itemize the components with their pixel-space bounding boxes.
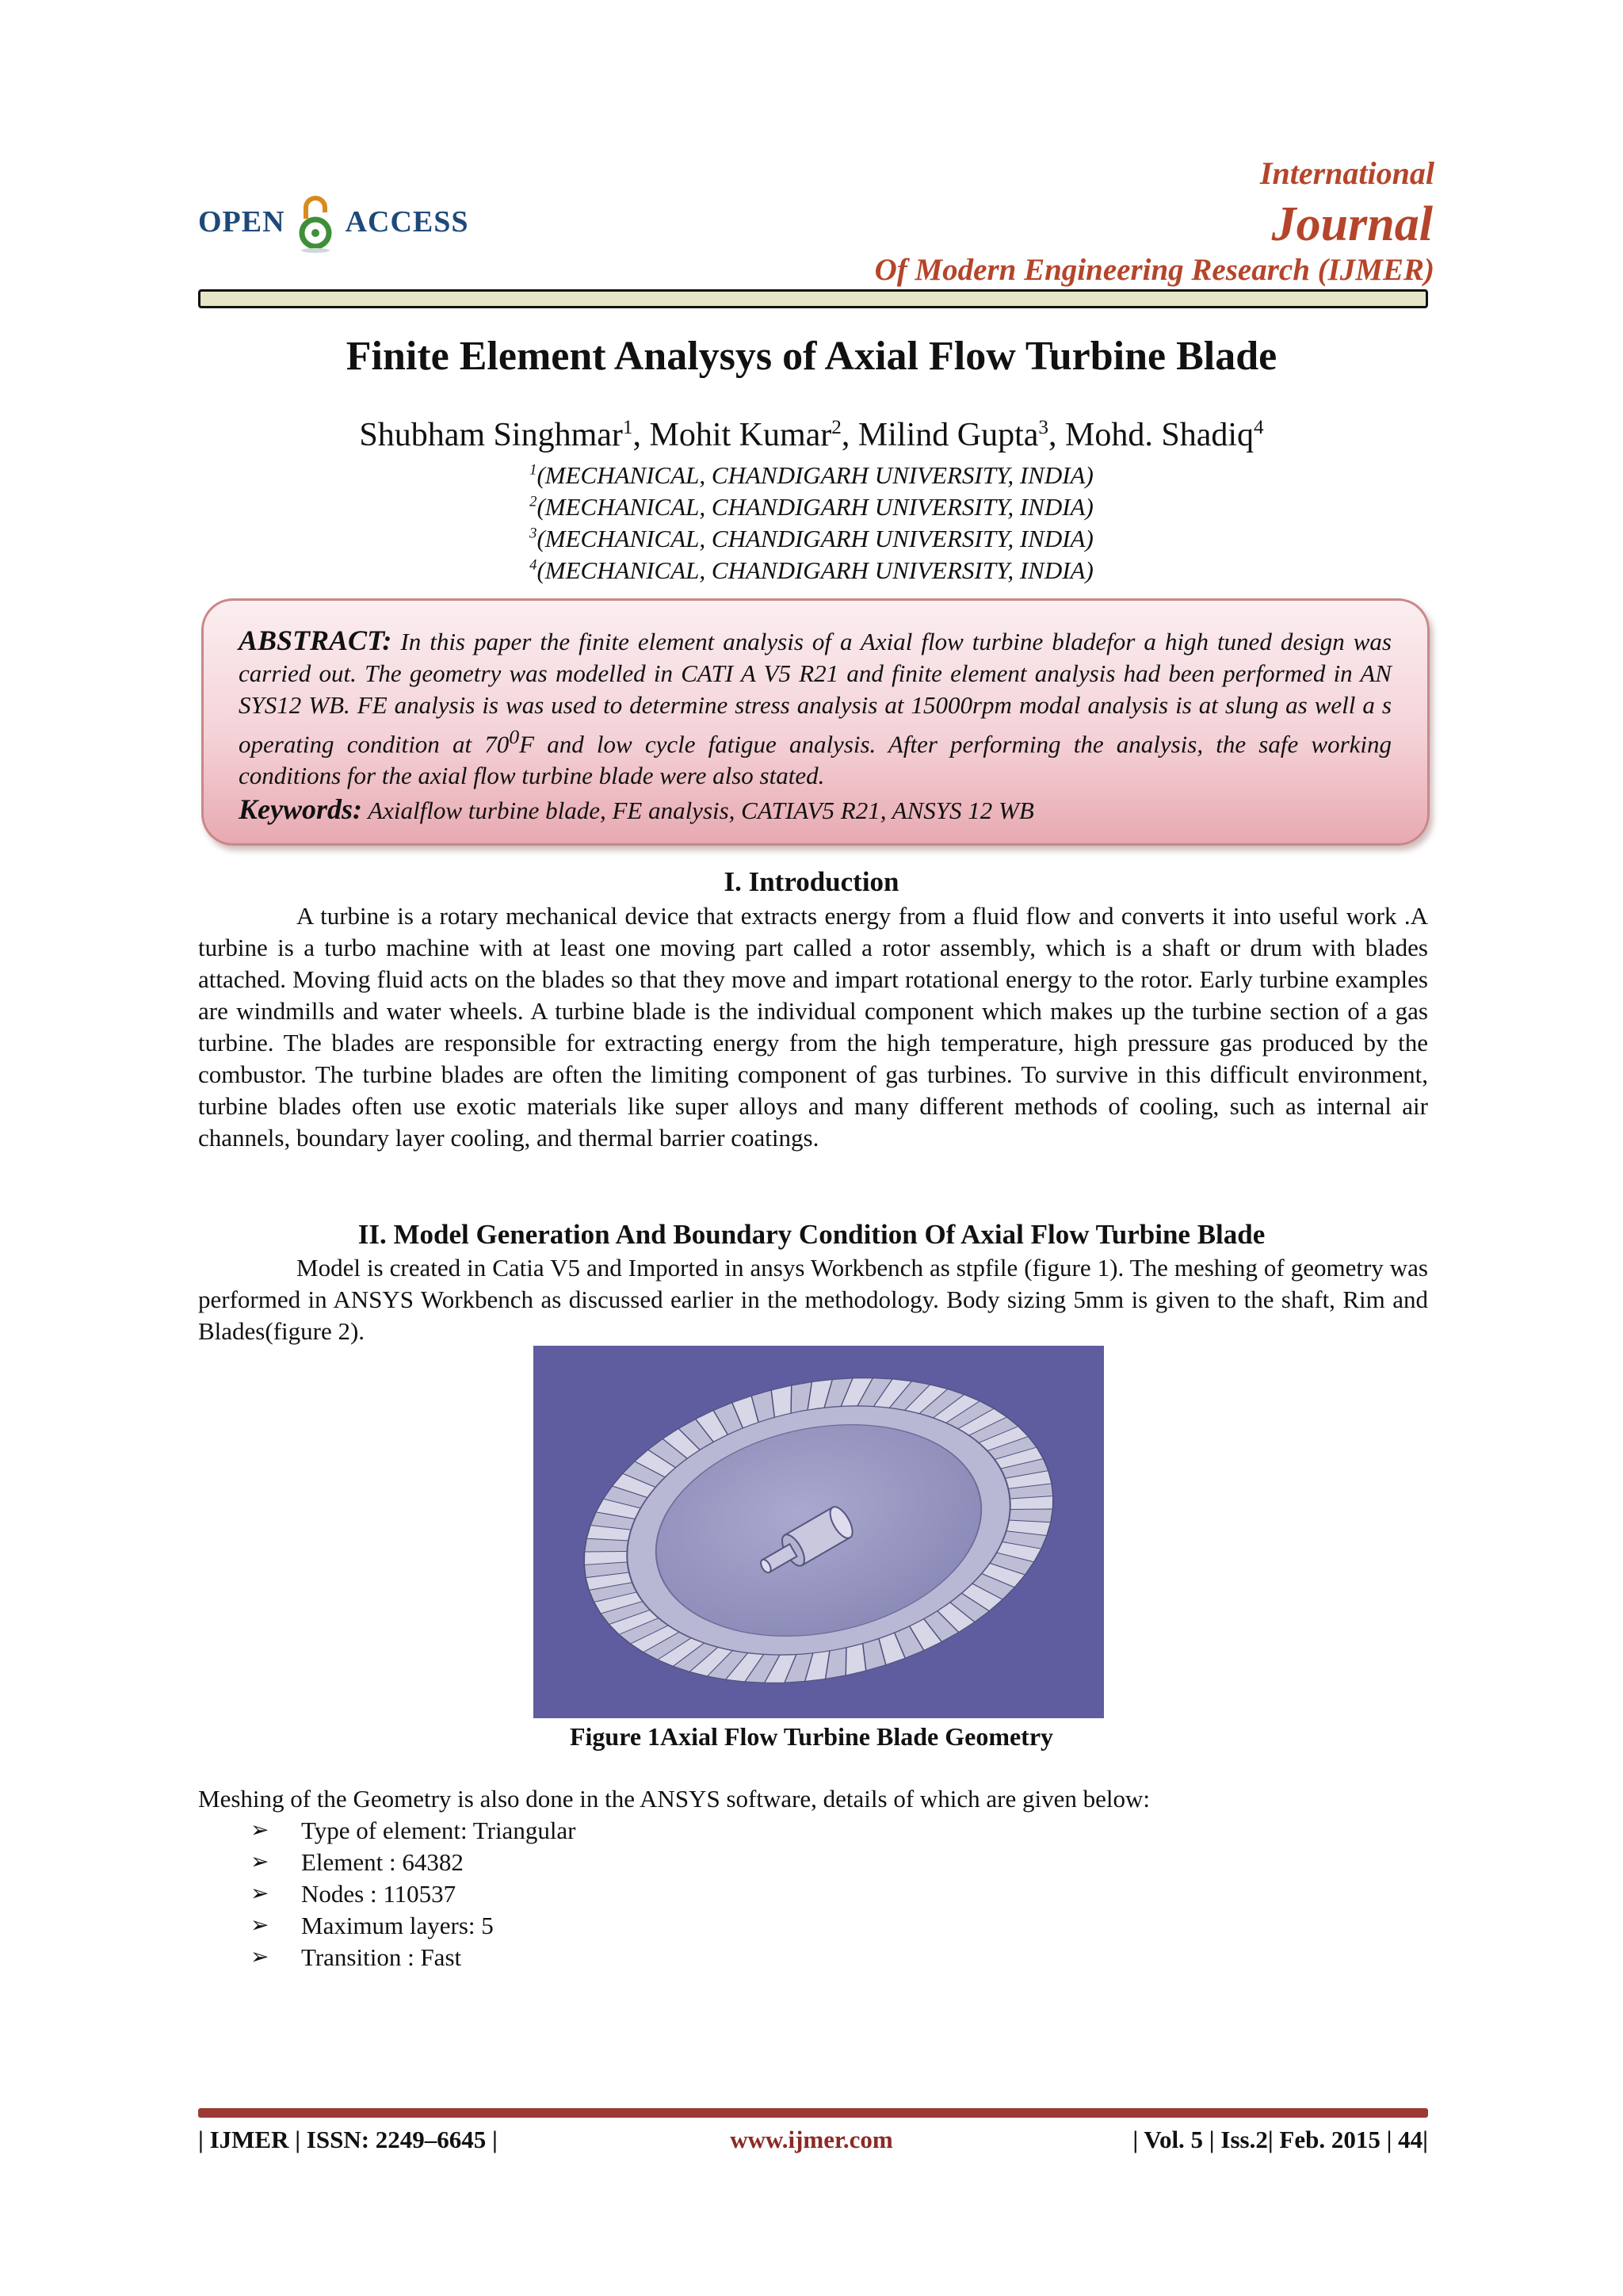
turbine-rotor-illustration [533,1346,1104,1718]
open-access-right: ACCESS [345,205,469,239]
arrow-bullet-icon: ➢ [250,1818,269,1843]
list-item: ➢ Nodes : 110537 [198,1878,1428,1910]
author-name: Mohit Kumar [649,417,832,453]
footer-issn: | IJMER | ISSN: 2249–6645 | [198,2126,498,2153]
author-name: Milind Gupta [857,417,1039,453]
affiliation: $^1$(MECHANICAL, CHANDIGARH UNIVERSITY, INDIA) [529,461,1094,489]
arrow-bullet-icon: ➢ [250,1945,269,1969]
figure-caption: Figure 1Axial Flow Turbine Blade Geometry [569,1722,1054,1751]
author-name: Mohd. Shadiq [1064,417,1254,453]
section-heading-introduction: I. Introduction [724,866,899,897]
abstract-text: ABSTRACT: In this paper the finite element analysis of a Axial flow turbine bladefor a high tuned design was carried out. The geometry was modelled in CATI A V5 R21 and finite element analysis had been performed in AN SYS12 WB. FE analysis is was used to determine stress analysis at 15000rpm modal analysis is at slung as well a s operating condition at $70^0F$ and low cycle fatigue analysis. After performing the analysis, the safe working conditions for the axial flow turbine blade were also stated. [239,625,1392,790]
keywords: Keywords: Axialflow turbine blade, FE analysis, CATIAV5 R21, ANSYS 12 WB [239,793,1034,826]
list-item: ➢ Maximum layers: 5 [198,1910,1428,1942]
author-sup: 2 [831,417,842,438]
affiliation: $^3$(MECHANICAL, CHANDIGARH UNIVERSITY, INDIA) [529,525,1094,552]
paper-title: Finite Element Analysys of Axial Flow Turbine Blade [346,334,1277,379]
abstract-label: ABSTRACT: [239,625,392,656]
author-sup: 4 [1254,417,1264,438]
list-item: ➢ Transition : Fast [198,1942,1428,1973]
journal-word: Journal [1271,197,1433,251]
journal-international: International [1259,155,1434,191]
keywords-label: Keywords: [239,793,362,826]
list-item: ➢ Element : 64382 [198,1847,1428,1878]
journal-name: Of Modern Engineering Research (IJMER) [874,253,1434,287]
turbine-blade-figure [533,1346,1104,1718]
author-list: Shubham Singhmar$^1$, Mohit Kumar$^2$, Milind Gupta$^3$, Mohd. Shadiq$^4$ [359,417,1264,453]
affiliation: $^4$(MECHANICAL, CHANDIGARH UNIVERSITY, INDIA) [529,556,1094,584]
list-item: ➢ Type of element: Triangular [198,1815,1428,1847]
footer-volume: | Vol. 5 | Iss.2| Feb. 2015 | 44| [1132,2126,1428,2153]
footer-rule [198,2108,1428,2118]
abstract-box [201,598,1430,846]
mesh-intro: Meshing of the Geometry is also done in the ANSYS software, details of which are given below: [198,1785,1151,1813]
header-rule [198,289,1428,308]
author-name: Shubham Singhmar [359,417,623,453]
affiliation: $^2$(MECHANICAL, CHANDIGARH UNIVERSITY, INDIA) [529,493,1094,521]
model-paragraph: Model is created in Catia V5 and Imported in ansys Workbench as stpfile (figure 1). The meshing of geometry was performed in ANSYS Workbench as discussed earlier in the methodology. Body sizing 5mm is given to the shaft, Rim and Blades(figure 2). [198,1254,1428,1345]
arrow-bullet-icon: ➢ [250,1850,269,1874]
footer-website-link[interactable]: www.ijmer.com [730,2126,893,2153]
introduction-paragraph: A turbine is a rotary mechanical device that extracts energy from a fluid flow and converts it into useful work .A turbine is a turbo machine with at least one moving part called a rotor assembly, which is a shaft or drum with blades attached. Moving fluid acts on the blades so that they move and impart rotational energy to the rotor. Early turbine examples are windmills and water wheels. A turbine blade is the individual component which makes up the turbine section of a gas turbine. The blades are responsible for extracting energy from the high temperature, high pressure gas produced by the combustor. The turbine blades are often the limiting component of gas turbines. To survive in this difficult environment, turbine blades often use exotic materials like super alloys and many different methods of cooling, such as internal air channels, boundary layer cooling, and thermal barrier coatings. [198,902,1428,1152]
open-access-left: OPEN [198,205,285,239]
arrow-bullet-icon: ➢ [250,1913,269,1938]
open-lock-icon [295,190,336,254]
arrow-bullet-icon: ➢ [250,1881,269,1906]
open-access-logo [198,190,469,254]
mesh-details-list [198,1815,1428,1973]
section-heading-model: II. Model Generation And Boundary Condition Of Axial Flow Turbine Blade [357,1219,1266,1250]
author-sup: 1 [622,417,633,438]
author-sup: 3 [1038,417,1048,438]
